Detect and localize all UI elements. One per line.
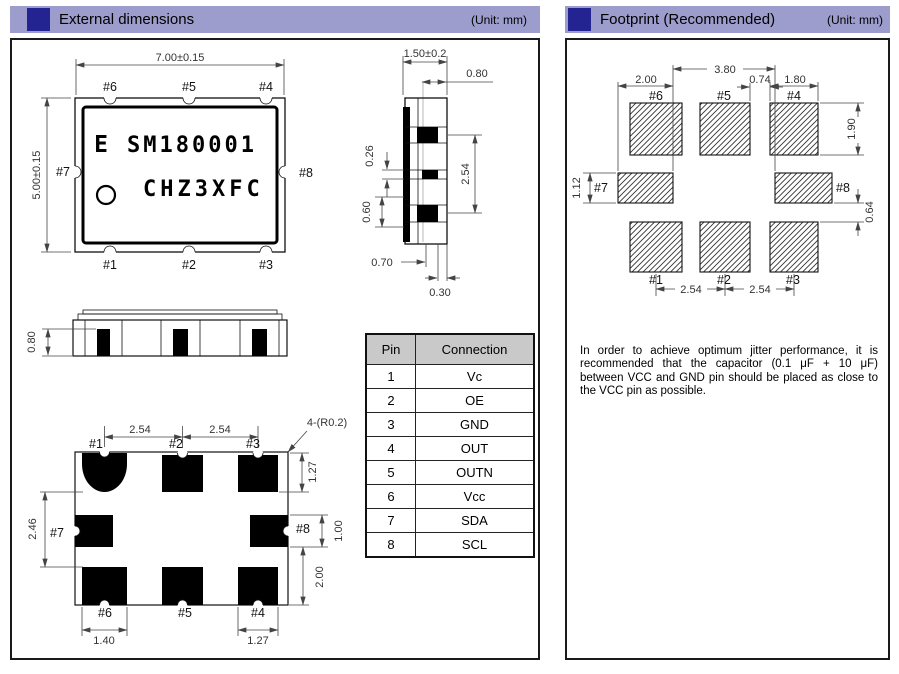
pin-label: #4 xyxy=(251,606,265,620)
dim-fp-112: 1.12 xyxy=(571,177,583,199)
dim-fp-180: 1.80 xyxy=(784,74,806,86)
pin-label: #5 xyxy=(182,80,196,94)
pin-label: #7 xyxy=(56,165,70,179)
pin-label: #8 xyxy=(296,522,310,536)
jitter-capacitor-note: In order to achieve optimum jitter performance, it is recommended that the capacitor (0.1 μF + 10 μF) between VCC and GND pin should be placed as close to the VCC pin as possible. xyxy=(580,345,878,398)
marking-line2: CHZ3XFC xyxy=(143,177,264,202)
pin-label: #2 xyxy=(169,437,183,451)
dim-bottom-pitch-b: 2.54 xyxy=(209,424,231,436)
pin-label: #1 xyxy=(649,273,663,287)
external-dimensions-panel xyxy=(10,38,540,660)
pin-label: #2 xyxy=(717,273,731,287)
pin1-mark-circle xyxy=(97,186,115,204)
pin-connection-table xyxy=(365,333,535,558)
dim-fp-074: 0.74 xyxy=(749,74,771,86)
dim-bottom-100: 1.00 xyxy=(333,520,345,542)
dim-fp-pitch-a: 2.54 xyxy=(680,284,702,296)
dim-bottom-pitch-a: 2.54 xyxy=(129,424,151,436)
pin-label: #1 xyxy=(103,258,117,272)
pin-label: #6 xyxy=(649,89,663,103)
dim-package-height: 5.00±0.15 xyxy=(31,150,43,200)
dim-side-width: 1.50±0.2 xyxy=(403,48,447,60)
dim-side-026: 0.26 xyxy=(364,145,376,167)
footprint-header xyxy=(565,6,890,33)
dim-side-030: 0.30 xyxy=(429,287,451,299)
dim-side-070: 0.70 xyxy=(371,257,393,269)
table-row: 5 OUTN xyxy=(366,461,534,485)
footprint-panel xyxy=(565,38,890,660)
bottom-view xyxy=(27,417,347,647)
pin-label: #8 xyxy=(836,181,850,195)
col-header-pin: Pin xyxy=(366,334,416,365)
dim-fp-064: 0.64 xyxy=(864,201,876,223)
dim-bottom-127-right: 1.27 xyxy=(307,461,319,483)
dim-fp-pitch-b: 2.54 xyxy=(749,284,771,296)
pin-label: #7 xyxy=(50,526,64,540)
unit-label: (Unit: mm) xyxy=(471,12,527,27)
header-square-icon xyxy=(27,8,50,31)
pin-label: #4 xyxy=(259,80,273,94)
dim-side-060: 0.60 xyxy=(361,201,373,223)
pin-label: #4 xyxy=(787,89,801,103)
section-title: External dimensions xyxy=(59,11,195,28)
side-view xyxy=(361,48,493,299)
table-row: 6 Vcc xyxy=(366,485,534,509)
table-row: 4 OUT xyxy=(366,437,534,461)
external-dimensions-header xyxy=(10,6,540,33)
marking-logo: E xyxy=(94,132,108,158)
unit-label: (Unit: mm) xyxy=(827,12,883,27)
dim-bottom-246: 2.46 xyxy=(27,518,39,540)
pin-label: #3 xyxy=(259,258,273,272)
pin-label: #2 xyxy=(182,258,196,272)
dim-fp-200: 2.00 xyxy=(635,74,657,86)
header-square-icon xyxy=(568,8,591,31)
pin-label: #3 xyxy=(246,437,260,451)
section-title: Footprint (Recommended) xyxy=(600,11,776,28)
dim-side-254: 2.54 xyxy=(460,163,472,185)
col-header-connection: Connection xyxy=(416,334,535,365)
dim-side-080: 0.80 xyxy=(466,68,488,80)
pin-label: #1 xyxy=(89,437,103,451)
dim-fp-380: 3.80 xyxy=(714,64,736,76)
marking-line1: SM180001 xyxy=(127,133,257,158)
pin-label: #6 xyxy=(98,606,112,620)
corner-radius-note: 4-(R0.2) xyxy=(306,417,348,429)
table-row: 1 Vc xyxy=(366,365,534,389)
dim-package-width: 7.00±0.15 xyxy=(155,52,205,64)
front-view xyxy=(26,310,287,356)
pin-label: #8 xyxy=(299,166,313,180)
pin-label: #5 xyxy=(178,606,192,620)
dim-bottom-127-bottom: 1.27 xyxy=(247,635,269,647)
pin-label: #6 xyxy=(103,80,117,94)
table-row: 7 SDA xyxy=(366,509,534,533)
top-view xyxy=(31,52,313,272)
dim-fp-190: 1.90 xyxy=(846,118,858,140)
table-row: 2 OE xyxy=(366,389,534,413)
dim-bottom-200: 2.00 xyxy=(314,566,326,588)
table-header-row xyxy=(366,334,534,365)
dim-bottom-140: 1.40 xyxy=(93,635,115,647)
table-row: 8 SCL xyxy=(366,533,534,558)
pin-label: #7 xyxy=(594,181,608,195)
table-row: 3 GND xyxy=(366,413,534,437)
pin-label: #3 xyxy=(786,273,800,287)
footprint-pads xyxy=(618,103,832,272)
pin-label: #5 xyxy=(717,89,731,103)
dim-front-080: 0.80 xyxy=(26,331,38,353)
